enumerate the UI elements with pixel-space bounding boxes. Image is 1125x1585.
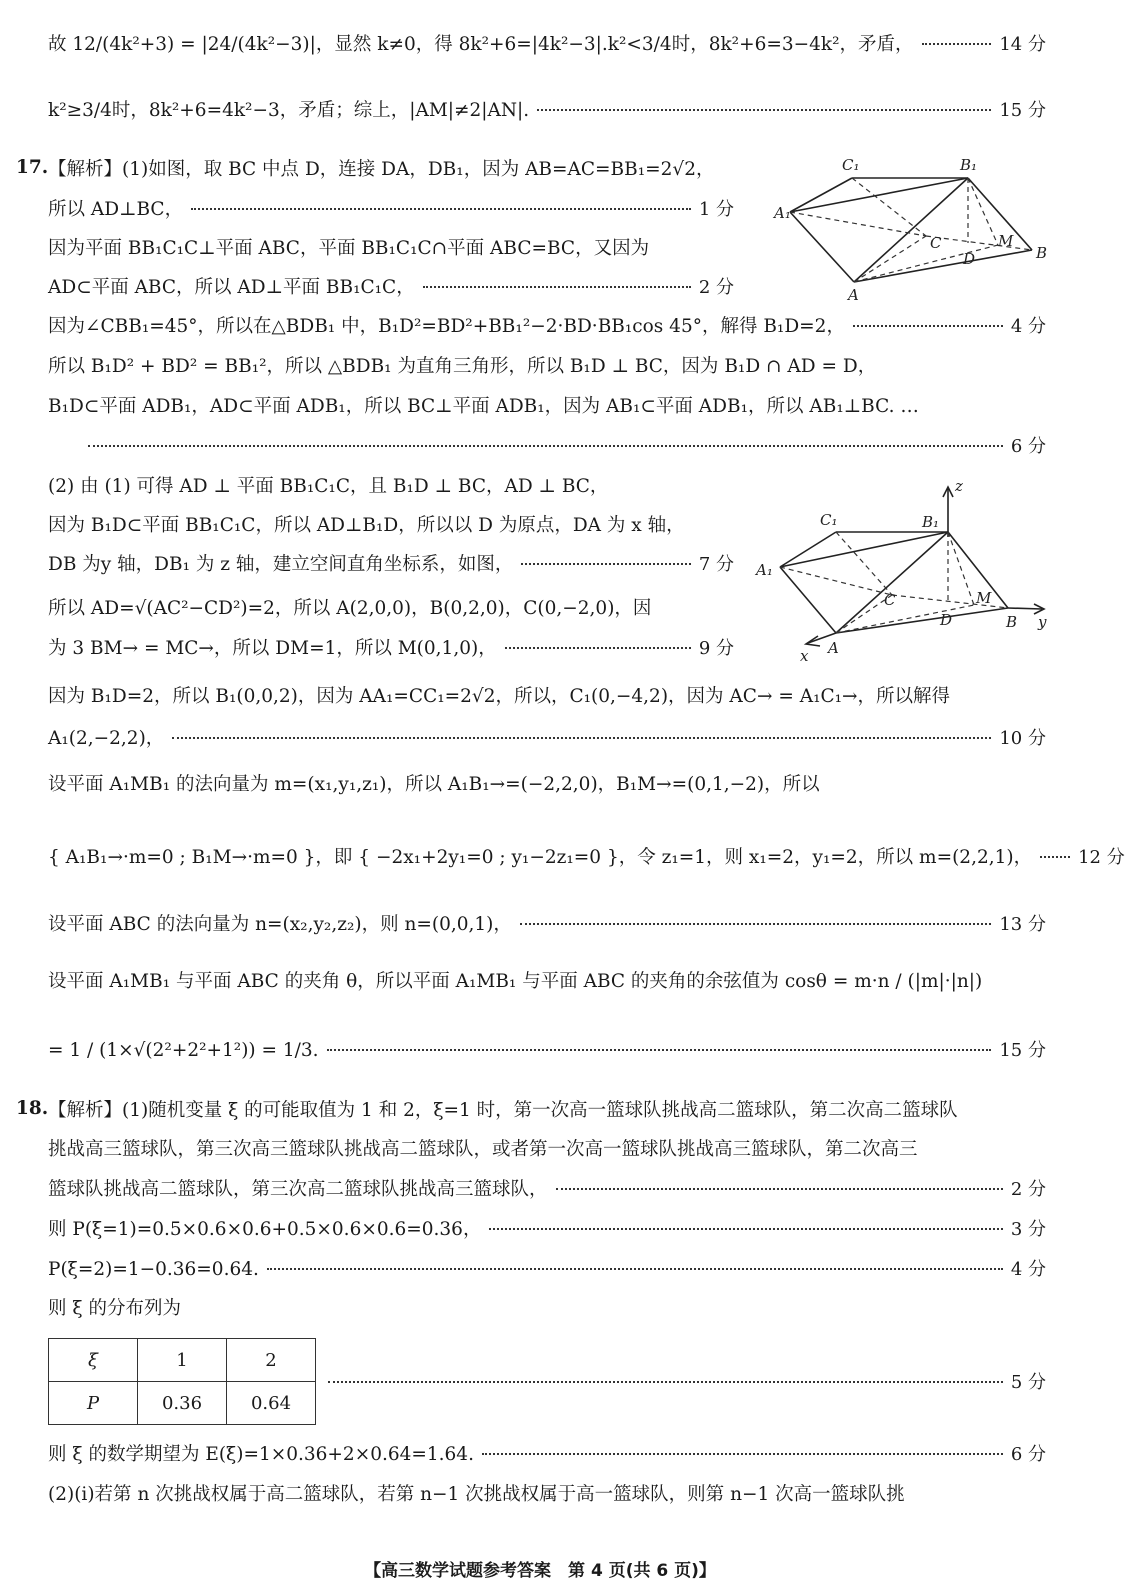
fig2-label-a: A xyxy=(828,639,839,657)
q18-line-6: 则 ξ 的数学期望为 E(ξ)=1×0.36+2×0.64=1.64. 6 分 xyxy=(48,1444,1046,1465)
line-ellipse-15: k²≥3/4时，8k²+6=4k²−3，矛盾；综上，|AM|≠2|AN|. 15 分 xyxy=(48,100,1046,121)
q17-heading: 【解析】(1)如图，取 BC 中点 D，连接 DA，DB₁，因为 AB=AC=BB₁=2√2， xyxy=(48,159,715,180)
prism-figure-1 xyxy=(770,150,1060,310)
table-row xyxy=(49,1382,316,1425)
q18-table-score: 5 分 xyxy=(328,1370,1046,1396)
fig2-label-c: C xyxy=(884,591,896,609)
q17-part2-line-6: 因为 B₁D=2，所以 B₁(0,0,2)，因为 AA₁=CC₁=2√2，所以，C₁(0,−4,2)，因为 AC→ = A₁C₁→，所以解得 xyxy=(48,686,951,707)
q17-part2-line-11: 设平面 A₁MB₁ 与平面 ABC 的夹角 θ，所以平面 A₁MB₁ 与平面 ABC 的夹角的余弦值为 cosθ = m·n / (|m|·|n|) xyxy=(48,971,983,992)
q17-part2-line-2: 因为 B₁D⊂平面 BB₁C₁C，所以 AD⊥B₁D，所以以 D 为原点，DA 为 x 轴， xyxy=(48,515,685,536)
fig1-label-b1: B₁ xyxy=(960,156,978,174)
fig2-label-m: M xyxy=(976,589,992,607)
q18-heading: 【解析】(1)随机变量 ξ 的可能取值为 1 和 2，ξ=1 时，第一次高一篮球队挑战高二篮球队，第二次高二篮球队 xyxy=(48,1100,958,1121)
fig1-label-m: M xyxy=(998,232,1014,250)
fig1-label-a1: A₁ xyxy=(774,204,791,222)
fig1-label-d: D xyxy=(963,250,976,268)
q17-part2-line-12: = 1 / (1×√(2²+2²+1²)) = 1/3. 15 分 xyxy=(48,1040,1046,1061)
fig1-label-b: B xyxy=(1036,244,1048,262)
q17-part2-line-9: { A₁B₁→·m=0 ; B₁M→·m=0 }，即 { −2x₁+2y₁=0 ; y₁−2z₁=0 }，令 z₁=1，则 x₁=2，y₁=2，所以 m=(2,2,1)， 12 分 xyxy=(48,847,1125,868)
table-cell: 1 xyxy=(138,1339,227,1382)
q18-line-2: 篮球队挑战高二篮球队，第三次高二篮球队挑战高三篮球队， 2 分 xyxy=(48,1179,1046,1200)
coordinate-figure-2 xyxy=(752,475,1062,665)
q17-line-5: 所以 B₁D² + BD² = BB₁²，所以 △BDB₁ 为直角三角形，所以 B₁D ⊥ BC，因为 B₁D ∩ AD = D， xyxy=(48,356,877,377)
q17-part2-line-7: A₁(2,−2,2)， 10 分 xyxy=(48,728,1046,749)
q17-line-4: 因为∠CBB₁=45°，所以在△BDB₁ 中，B₁D²=BD²+BB₁²−2·BD·BB₁cos 45°，解得 B₁D=2， 4 分 xyxy=(48,316,1046,337)
table-cell: ξ xyxy=(49,1339,138,1382)
question-18-number: 18. xyxy=(16,1098,49,1119)
q17-line-1: 所以 AD⊥BC， 1 分 xyxy=(48,199,734,220)
table-row xyxy=(49,1339,316,1382)
q17-line-7: 6 分 xyxy=(88,434,1046,460)
table-cell: 2 xyxy=(227,1339,316,1382)
q17-part2-line-10: 设平面 ABC 的法向量为 n=(x₂,y₂,z₂)，则 n=(0,0,1)， 13 分 xyxy=(48,914,1046,935)
q17-part2-line-1: (2) 由 (1) 可得 AD ⊥ 平面 BB₁C₁C，且 B₁D ⊥ BC，AD ⊥ BC， xyxy=(48,476,609,497)
table-cell: P xyxy=(49,1382,138,1425)
fig1-label-c1: C₁ xyxy=(842,156,860,174)
q17-part2-line-4: 所以 AD=√(AC²−CD²)=2，所以 A(2,0,0)，B(0,2,0)，C(0,−2,0)，因 xyxy=(48,598,652,619)
fig2-label-a1: A₁ xyxy=(756,561,773,579)
question-17-number: 17. xyxy=(16,157,49,178)
fig2-label-c1: C₁ xyxy=(820,511,838,529)
fig1-label-a: A xyxy=(848,286,859,304)
fig1-label-c: C xyxy=(930,234,942,252)
fig2-label-b1: B₁ xyxy=(922,513,940,531)
q18-line-1: 挑战高三篮球队，第三次高三篮球队挑战高二篮球队，或者第一次高一篮球队挑战高三篮球队，第二次高三 xyxy=(48,1139,918,1160)
q17-part2-line-8: 设平面 A₁MB₁ 的法向量为 m=(x₁,y₁,z₁)，所以 A₁B₁→=(−2,2,0)，B₁M→=(0,1,−2)，所以 xyxy=(48,774,820,795)
table-cell: 0.36 xyxy=(138,1382,227,1425)
q17-line-3: AD⊂平面 ABC，所以 AD⊥平面 BB₁C₁C， 2 分 xyxy=(48,277,734,298)
table-cell: 0.64 xyxy=(227,1382,316,1425)
q18-line-4: P(ξ=2)=1−0.36=0.64. 4 分 xyxy=(48,1259,1046,1280)
line-ellipse-14: 故 12/(4k²+3) = |24/(4k²−3)|，显然 k≠0，得 8k²+6=|4k²−3|.k²<3/4时，8k²+6=3−4k²，矛盾， 14 分 xyxy=(48,34,1046,55)
fig2-label-b: B xyxy=(1006,613,1018,631)
q18-line-7: (2)(ⅰ)若第 n 次挑战权属于高二篮球队，若第 n−1 次挑战权属于高一篮球队，则第 n−1 次高一篮球队挑 xyxy=(48,1484,905,1505)
q17-line-2: 因为平面 BB₁C₁C⊥平面 ABC，平面 BB₁C₁C∩平面 ABC=BC，又因为 xyxy=(48,238,650,259)
distribution-table xyxy=(48,1338,316,1425)
q17-part2-line-5: 为 3 BM→ = MC→，所以 DM=1，所以 M(0,1,0)， 9 分 xyxy=(48,638,734,659)
fig2-label-d: D xyxy=(940,611,953,629)
fig2-label-x: x xyxy=(800,647,809,665)
fig2-label-y: y xyxy=(1038,613,1047,631)
q18-line-5: 则 ξ 的分布列为 xyxy=(48,1298,181,1319)
q17-part2-line-3: DB 为y 轴，DB₁ 为 z 轴，建立空间直角坐标系，如图， 7 分 xyxy=(48,554,734,575)
fig2-label-z: z xyxy=(955,477,963,495)
q18-line-3: 则 P(ξ=1)=0.5×0.6×0.6+0.5×0.6×0.6=0.36， 3 分 xyxy=(48,1219,1046,1240)
page-footer: 【高三数学试题参考答案 第 4 页(共 6 页)】 xyxy=(364,1561,716,1581)
q17-line-6: B₁D⊂平面 ADB₁，AD⊂平面 ADB₁，所以 BC⊥平面 ADB₁，因为 AB₁⊂平面 ADB₁，所以 AB₁⊥BC. … xyxy=(48,396,919,417)
